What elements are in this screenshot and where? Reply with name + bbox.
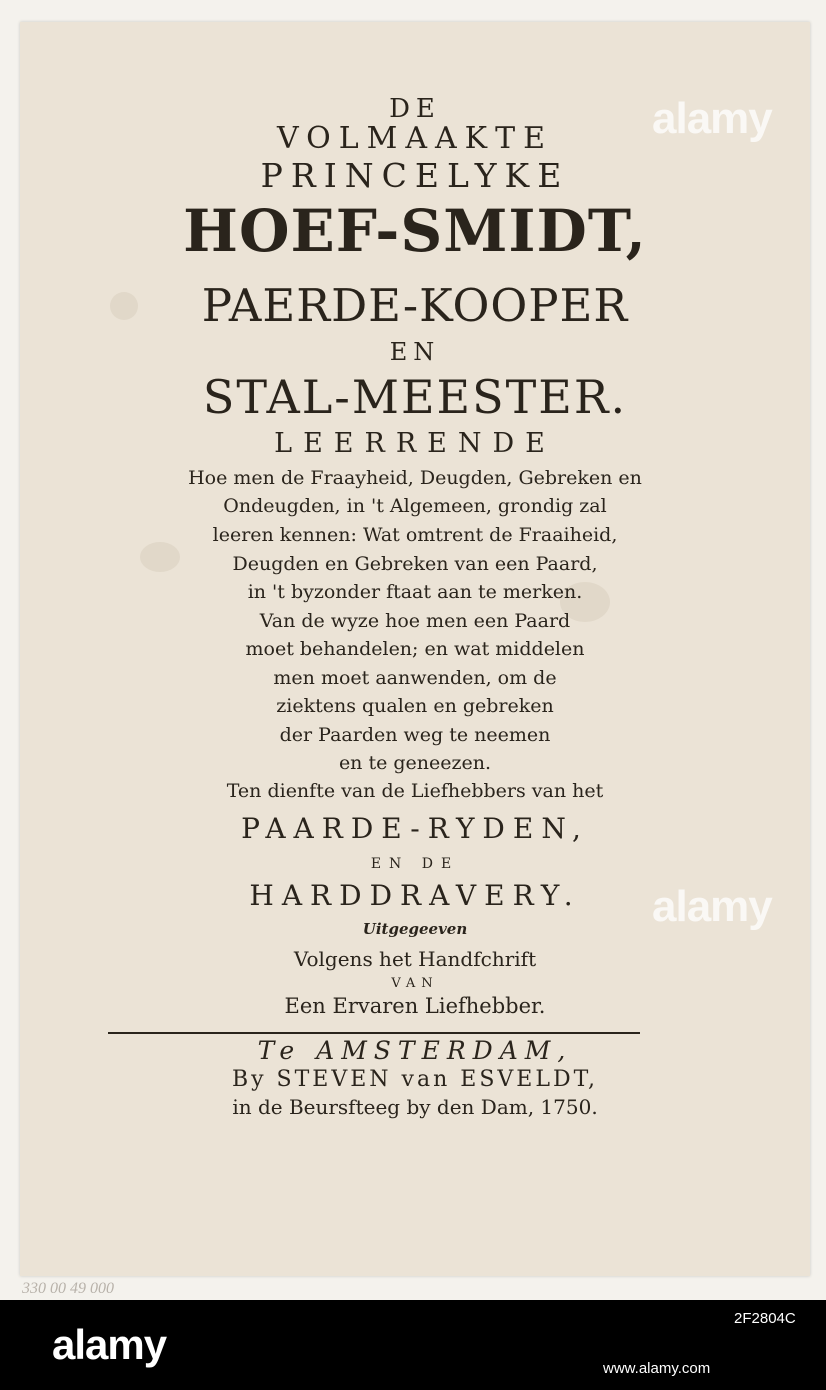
uitgegeeven-line: Uitgegeeven: [362, 920, 468, 938]
heading-paarde-ryden: PAARDE-RYDEN,: [241, 812, 589, 845]
body-line: Hoe men de Fraayheid, Deugden, Gebreken en: [188, 467, 642, 489]
volgens-line: Volgens het Handfchrift: [293, 947, 537, 971]
banner-url: www.alamy.com: [603, 1360, 711, 1377]
body-line: Deugden en Gebreken van een Paard,: [232, 553, 598, 575]
body-line: en te geneezen.: [338, 752, 492, 774]
heading-hoef-smidt: HOEF-SMIDT,: [183, 197, 647, 265]
heading-de: DE: [389, 94, 441, 124]
watermark-text: alamy: [652, 94, 772, 143]
title-page: [20, 22, 810, 1276]
stock-banner: [0, 1300, 826, 1390]
body-line: moet behandelen; en wat middelen: [245, 638, 585, 660]
imprint-city: Te AMSTERDAM,: [257, 1036, 573, 1065]
ervaren-line: Een Ervaren Liefhebber.: [284, 994, 546, 1018]
watermark-text: alamy: [652, 882, 772, 931]
imprint-printer: By STEVEN van ESVELDT,: [231, 1067, 599, 1092]
dienste-line: Ten dienfte van de Liefhebbers van het: [226, 780, 604, 802]
heading-stal-meester: STAL-MEESTER.: [202, 370, 628, 424]
heading-princelyke: PRINCELYKE: [260, 156, 570, 195]
van-line: VAN: [391, 976, 439, 991]
body-line: Van de wyze hoe men een Paard: [259, 610, 571, 632]
body-line: der Paarden weg te neemen: [279, 724, 551, 746]
margin-note: 330 00 49 000: [22, 1280, 114, 1297]
banner-image-id: 2F2804C: [734, 1310, 796, 1327]
body-line: men moet aanwenden, om de: [273, 667, 557, 689]
body-line: ziektens qualen en gebreken: [276, 695, 554, 717]
body-line: Ondeugden, in 't Algemeen, grondig zal: [223, 495, 607, 517]
body-line: in 't byzonder ftaat aan te merken.: [247, 581, 583, 603]
imprint-address: in de Beursfteeg by den Dam, 1750.: [232, 1095, 598, 1119]
banner-logo: alamy: [52, 1321, 167, 1368]
heading-en: EN: [389, 338, 441, 366]
heading-harddravery: HARDDRAVERY.: [249, 879, 581, 912]
heading-paerde-kooper: PAERDE-KOOPER: [201, 279, 629, 332]
heading-volmaakte: VOLMAAKTE: [276, 121, 554, 156]
heading-en-de: EN DE: [370, 856, 460, 872]
heading-leerrende: LEERRENDE: [274, 428, 556, 459]
body-line: leeren kennen: Wat omtrent de Fraaiheid,: [212, 524, 618, 546]
divider-rule: [108, 1032, 640, 1034]
